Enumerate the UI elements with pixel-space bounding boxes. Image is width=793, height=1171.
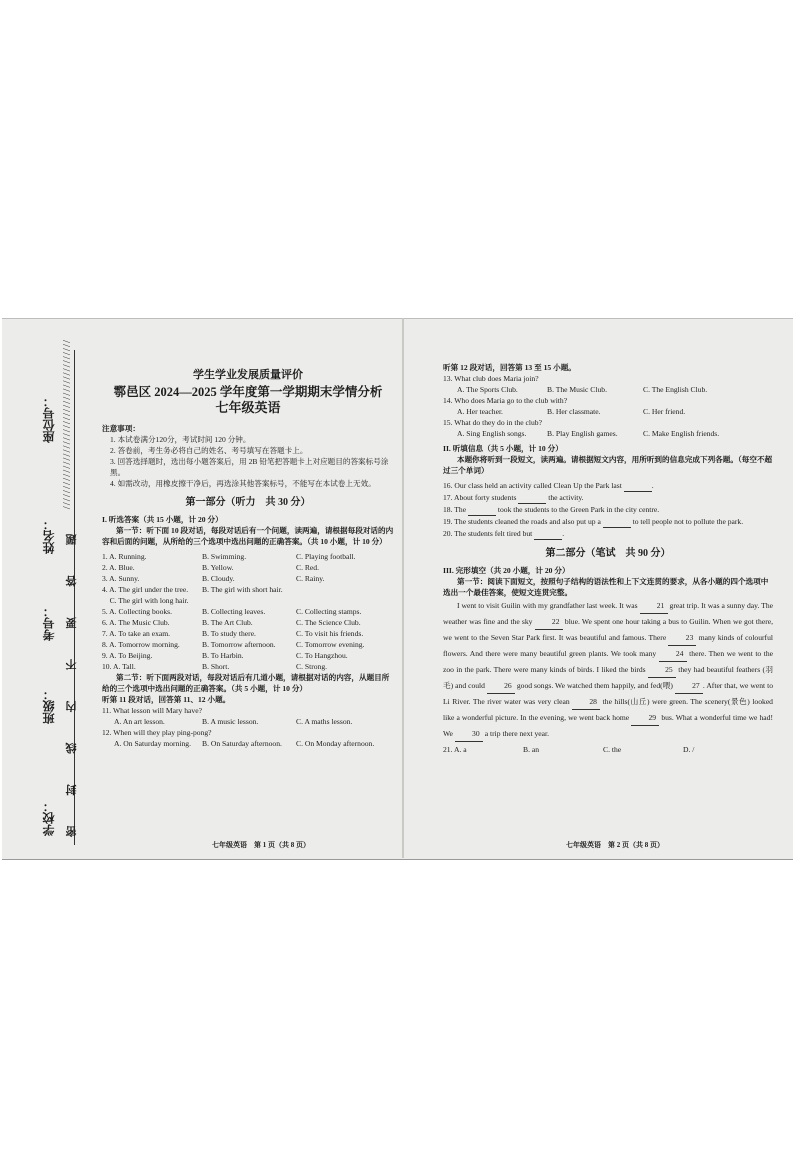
answer-blank	[534, 528, 562, 540]
passage-text: bus. What a wonderful time we had! We	[443, 713, 773, 738]
exam-title: 鄠邑区 2024—2025 学年度第一学期期末学情分析	[113, 385, 383, 399]
section-two-intro: 第二节：听下面两段对话，每段对话后有几道小题，请根据对话的内容，从题目所给的三个选项中选出问题的正确答案。（共 5 小题，计 10 分）	[102, 673, 390, 693]
seat-number-label: 座位号：	[42, 395, 56, 443]
section-one-heading: I. 听选答案（共 15 小题，计 20 分）	[102, 515, 223, 524]
school-label: 学校：	[42, 800, 56, 836]
passage-text: a trip there next year.	[482, 729, 550, 738]
fill-question-18: 18. The took the students to the Green Park in the city centre.	[443, 505, 660, 514]
question-row: 10. A. Tall. B. Short. C. Strong.	[102, 662, 328, 671]
passage-text: good songs. We watched them happily, and fed(喂)	[514, 681, 675, 690]
cloze-blank: 25	[648, 662, 676, 678]
subject-title: 七年级英语	[215, 400, 281, 415]
page-fold	[402, 318, 404, 858]
question-row: 2. A. Blue. B. Yellow. C. Red.	[102, 563, 319, 572]
cloze-passage	[443, 598, 773, 742]
passage-text: many kinds of colourful flowers. And there were many beautiful green plants. We took many	[443, 633, 773, 658]
fill-question-16: 16. Our class held an activity called Clean Up the Park last .	[443, 481, 654, 490]
passage-text: the hills(山丘) were green. The scenery(景色) looked like a wonderful picture. In the evening, we went back home	[443, 697, 773, 722]
fill-question-17: 17. About forty students the activity.	[443, 493, 584, 502]
passage-text: blue. We spent one hour taking a bus to Guilin. When we got there, we went to the Seven Star Park first. It was beautiful and famous. There	[443, 617, 774, 642]
sealed-line-text: 密 封 线 内 不 要 答 题	[66, 520, 78, 838]
cloze-blank: 21	[640, 598, 668, 614]
question-row: 7. A. To take an exam. B. To study there. C. To visit his friends.	[102, 629, 364, 638]
cloze-blank: 24	[659, 646, 687, 662]
question-row: 3. A. Sunny. B. Cloudy. C. Rainy.	[102, 574, 325, 583]
passage-text: . After that, we went to Li River. The river water was very clean	[443, 681, 773, 706]
question-12-options: A. On Saturday morning. B. On Saturday afternoon. C. On Monday afternoon.	[114, 739, 375, 748]
left-page-footer: 七年级英语 第 1 页（共 8 页）	[212, 841, 310, 849]
question-row: 5. A. Collecting books. B. Collecting leaves. C. Collecting stamps.	[102, 607, 362, 616]
question-row: 8. A. Tomorrow morning. B. Tomorrow afternoon. C. Tomorrow evening.	[102, 640, 365, 649]
listening-fill-heading: II. 听填信息（共 5 小题，计 10 分）	[443, 444, 563, 453]
cloze-blank: 26	[487, 678, 515, 694]
question-row: C. The girl with long hair.	[102, 596, 189, 605]
cloze-blank: 27	[675, 678, 703, 694]
question-row: 9. A. To Beijing. B. To Harbin. C. To Hangzhou.	[102, 651, 348, 660]
question-row: 6. A. The Music Club. B. The Art Club. C. The Science Club.	[102, 618, 361, 627]
right-page	[443, 330, 773, 755]
part-two-heading: 第二部分（笔试 共 90 分）	[545, 548, 671, 559]
question-13-options: A. The Sports Club. B. The Music Club. C. The English Club.	[457, 385, 708, 394]
cloze-heading: III. 完形填空（共 20 小题，计 20 分）	[443, 566, 570, 575]
name-label: 姓名：	[42, 518, 56, 554]
right-page-footer: 七年级英语 第 2 页（共 8 页）	[566, 841, 664, 849]
answer-blank	[624, 480, 652, 492]
note-item: 4. 如需改动，用橡皮擦干净后，再选涂其他答案标号，不能写在本试卷上无效。	[110, 479, 376, 488]
question-11: 11. What lesson will Mary have?	[102, 706, 202, 715]
note-item: 2. 答卷前，考生务必将自己的姓名、考号填写在答题卡上。	[110, 446, 308, 455]
question-row: 1. A. Running. B. Swimming. C. Playing football.	[102, 552, 356, 561]
question-13: 13. What club does Maria join?	[443, 374, 539, 383]
dialog-11-heading: 听第 11 段对话，回答第 11、12 小题。	[102, 695, 231, 704]
part-one-heading: 第一部分（听力 共 30 分）	[185, 497, 311, 508]
exam-number-label: 考号：	[42, 605, 56, 641]
question-14-options: A. Her teacher. B. Her classmate. C. Her friend.	[457, 407, 686, 416]
left-page	[102, 330, 394, 749]
cloze-blank: 29	[631, 710, 659, 726]
answer-blank	[518, 492, 546, 504]
question-12: 12. When will they play ping-pong?	[102, 728, 212, 737]
question-row: 4. A. The girl under the tree. B. The girl with short hair.	[102, 585, 283, 594]
passage-text: there. Then we went to the zoo in the park. There were many kinds of birds. I liked the birds	[443, 649, 773, 674]
passage-text: they had beautiful feathers (羽毛) and could	[443, 665, 773, 690]
class-label: 班级：	[42, 688, 56, 724]
listening-fill-intro: 本题你将听到一段短文，读两遍。请根据短文内容，用所听到的信息完成下列各题。（每空不超过三个单词）	[443, 455, 773, 475]
cloze-blank: 30	[455, 726, 483, 742]
question-15: 15. What do they do in the club?	[443, 418, 542, 427]
fill-question-20: 20. The students felt tired but .	[443, 529, 565, 538]
notes-heading: 注意事项：	[102, 424, 140, 433]
question-11-options: A. An art lesson. B. A music lesson. C. A maths lesson.	[114, 717, 353, 726]
cloze-blank: 23	[668, 630, 696, 646]
question-15-options: A. Sing English songs. B. Play English games. C. Make English friends.	[457, 429, 720, 438]
exam-series-title: 学生学业发展质量评价	[193, 369, 303, 381]
note-item: 3. 回答选择题时，选出每小题答案后，用 2B 铅笔把答题卡上对应题目的答案标号涂黑。	[110, 457, 389, 477]
question-21-options: 21. A. a B. an C. the D. /	[443, 745, 695, 754]
cloze-blank: 22	[535, 614, 563, 630]
section-one-intro: 第一节：听下面 10 段对话，每段对话后有一个问题，读两遍，请根据每段对话的内容和后面的问题，从所给的三个选项中选出问题的正确答案。（共 10 小题，计 10 分）	[102, 526, 394, 546]
question-14: 14. Who does Maria go to the club with?	[443, 396, 568, 405]
answer-blank	[603, 516, 631, 528]
fill-question-19: 19. The students cleaned the roads and also put up a to tell people not to pollute the park.	[443, 517, 744, 526]
passage-text: great trip. It was a sunny day. The weather was fine and the sky	[443, 601, 773, 626]
cloze-blank: 28	[572, 694, 600, 710]
cloze-intro: 第一节：阅读下面短文，按照句子结构的语法性和上下文连贯的要求，从各小题的四个选项中选出一个最佳答案，使短文连贯完整。	[443, 577, 769, 597]
binding-slashes: //////////////////////////////////////////	[60, 340, 72, 511]
passage-text: I went to visit Guilin with my grandfather last week. It was	[457, 601, 640, 610]
answer-blank	[468, 504, 496, 516]
dialog-12-heading: 听第 12 段对话，回答第 13 至 15 小题。	[443, 363, 576, 372]
note-item: 1. 本试卷满分120分，考试时间 120 分钟。	[110, 435, 251, 444]
